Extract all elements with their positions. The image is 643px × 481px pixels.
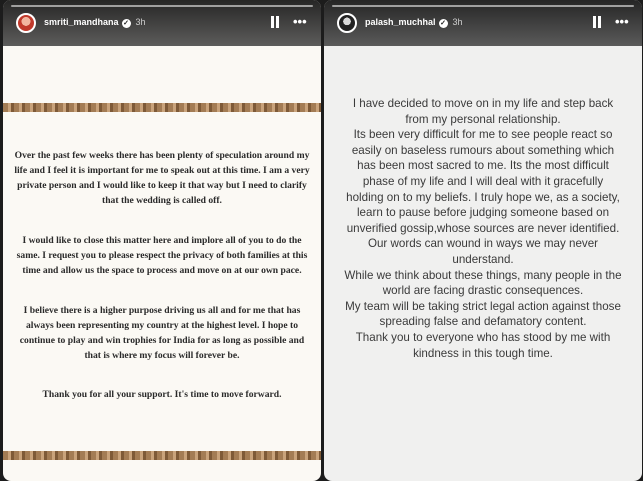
story-header [3,0,321,46]
statement-paragraph [11,149,313,209]
verified-badge-icon: ✓ [123,20,129,27]
statement-text: While we think about these things, many people in the world are facing drastic consequences. [344,268,622,298]
statement-text: Thank you for all your support. It's time to move forward. [42,389,282,400]
more-options-icon[interactable]: ••• [615,14,629,29]
statement-text: I would like to close this matter here and implore all of you to do the same. I request you to please respect the privacy of both families at this time and allow us the space to process and move on at our own pace. [16,235,308,276]
statement-text: Over the past few weeks there has been plenty of speculation around my life and I feel it is important for me to speak out at this time. I am a very private person and I would like to keep it that way but I need to clarify that the wedding is called off. [14,150,310,206]
story-timestamp: 3h [135,17,146,27]
statement-text: Thank you to everyone who has stood by me with kindness in this tough time. [355,330,611,360]
statement-text: Its been very difficult for me to see people react so easily on baseless rumours about something which has been most sacred to me. Its the most difficult phase of my life and I will deal with it gracefully holding on to my beliefs. I truly hope we, as a society, learn to pause before judging someone based on unverified gossip,whose sources are never identified. Our words can wound in ways we may never understand. [346,128,620,266]
statement-text: I believe there is a higher purpose driving us all and for me that has always been representing my country at the highest level. I hope to continue to play and win trophies for India for as long as possible and that is where my focus will forever be. [19,305,305,361]
decorative-border-top [3,103,321,112]
story-timestamp: 3h [452,17,463,27]
username-text: smriti_mandhana [44,17,119,27]
statement-text: I have decided to move on in my life and step back from my personal relationship. [352,97,614,126]
notes-statement [344,96,622,361]
statement-text: My team will be taking strict legal action against those spreading false and defamatory content. [345,299,621,329]
story-username[interactable] [44,17,146,28]
story-username[interactable] [365,17,463,28]
story-panel-left[interactable] [3,0,321,481]
avatar[interactable] [337,13,357,33]
story-header [324,0,642,46]
story-panel-right[interactable] [324,0,642,481]
verified-badge-icon: ✓ [440,20,446,27]
story-progress-bar [11,5,313,7]
pause-icon[interactable] [593,16,601,28]
statement-paragraph [11,234,313,279]
avatar[interactable] [16,13,36,33]
decorative-border-bottom [3,451,321,460]
pause-icon[interactable] [271,16,279,28]
more-options-icon[interactable]: ••• [293,14,307,29]
story-progress-bar [332,5,634,7]
username-text: palash_muchhal [365,17,436,27]
statement-paragraph [11,388,313,403]
statement-paragraph [11,304,313,364]
